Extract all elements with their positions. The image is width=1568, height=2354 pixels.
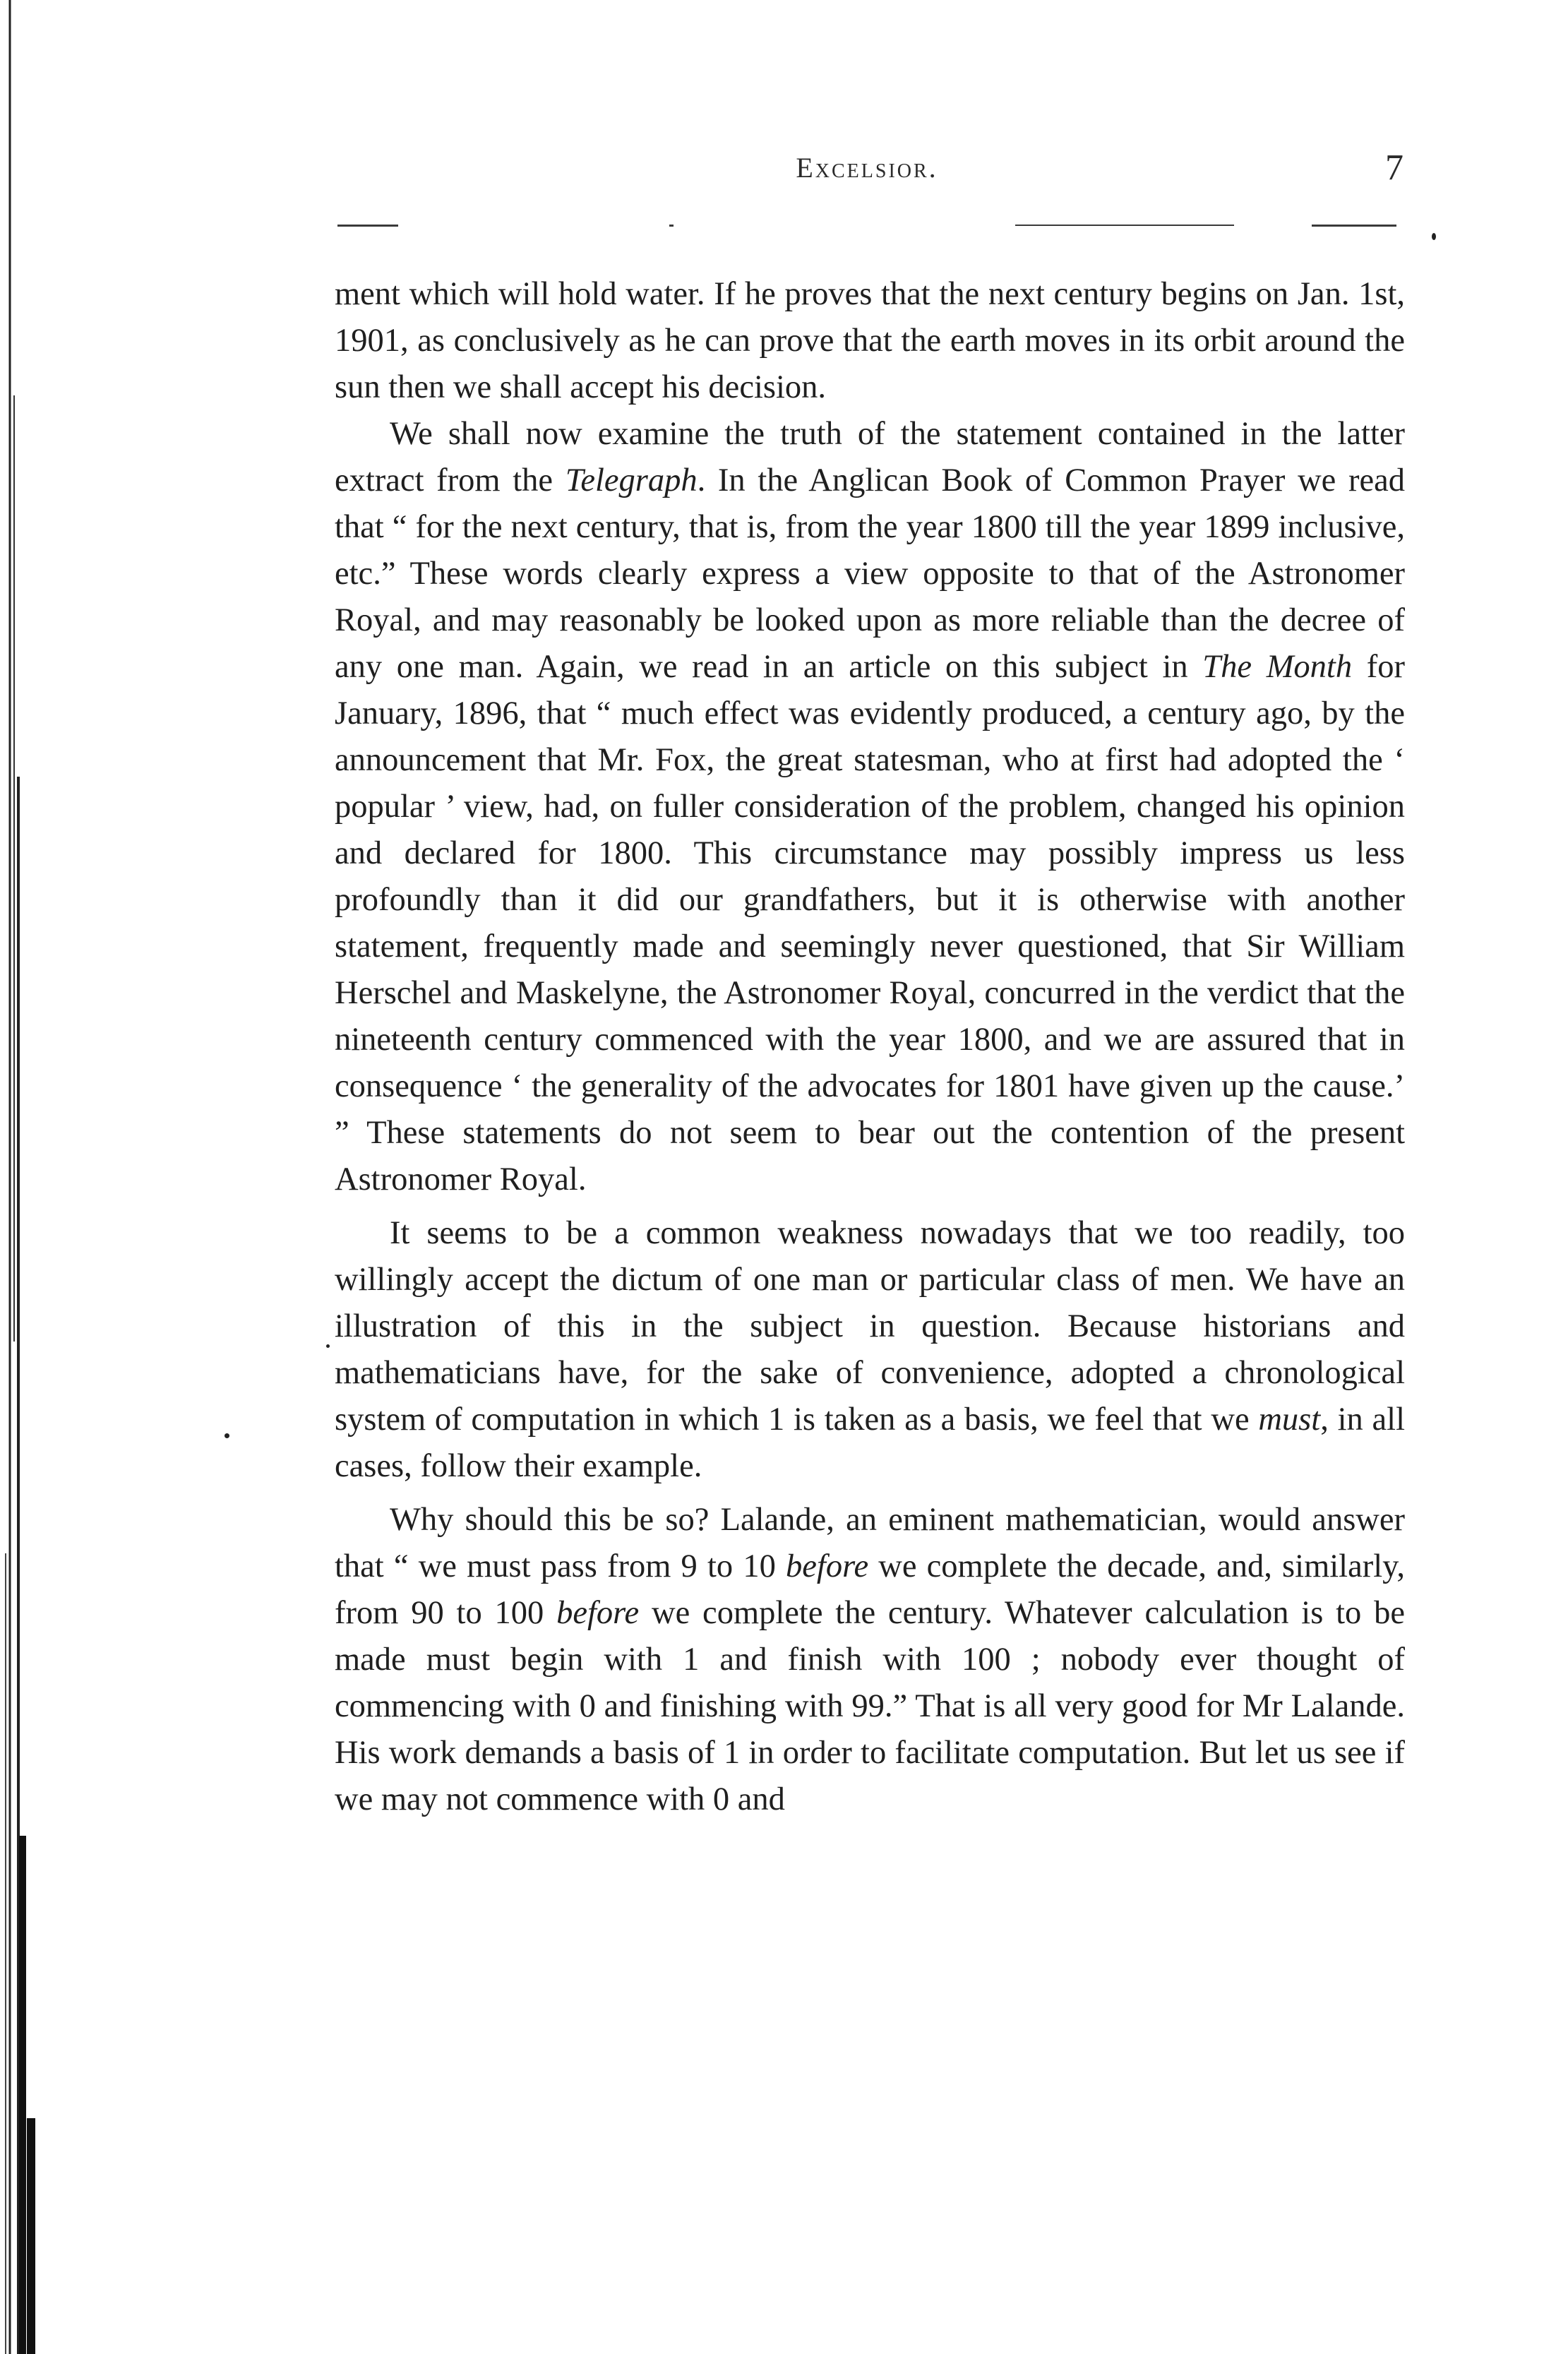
body-text bbox=[335, 271, 1405, 1823]
page-binding-edge bbox=[0, 0, 56, 2354]
paragraph-2 bbox=[335, 411, 1405, 1203]
italic-title: Telegraph bbox=[565, 462, 698, 498]
rule-segment bbox=[1015, 225, 1234, 226]
paragraph-text: for January, 1896, that “ much effect was evidently produced, a century ago, by the announcement that Mr. Fox, the great statesman, who at first had adopted the ‘ popular ’ view, had, on fuller consideration of the problem, changed his opinion and declared for 1800. This circumstance may possibly impress us less profoundly than it did our grandfathers, but it is otherwise with another statement, frequently made and seemingly never questioned, that Sir William Herschel and Maskelyne, the Astronomer Royal, concurred in the verdict that the nineteenth century commenced with the year 1800, and we are assured that in consequence ‘ the generality of the advocates for 1801 have given up the cause.’ ” These statements do not seem to bear out the contention of the present Astronomer Royal. bbox=[335, 649, 1405, 1197]
italic-title: The Month bbox=[1202, 649, 1353, 685]
scan-speck bbox=[1432, 233, 1436, 240]
rule-segment bbox=[669, 225, 674, 227]
italic-emphasis: before bbox=[556, 1595, 640, 1631]
paragraph-text: We shall now examine the truth of the statement contained in the latter extract from the bbox=[335, 416, 1405, 498]
paragraph-1 bbox=[335, 271, 1405, 411]
running-title: Excelsior. bbox=[796, 152, 938, 184]
paragraph-text: It seems to be a common weakness nowadays that we too readily, too willingly accept the dictum of one man or particular class of men. We have an illustration of this in the subject in question. Because historians and mathematicians have, for the sake of convenience, adopted a chronological system of computation in which 1 is taken as a basis, we feel that we bbox=[335, 1215, 1405, 1438]
scan-speck bbox=[326, 1344, 330, 1348]
paragraph-text: we complete the decade, and, similarly, from 90 to 100 bbox=[335, 1548, 1405, 1631]
rule-segment bbox=[1312, 225, 1396, 227]
italic-emphasis: before bbox=[786, 1548, 869, 1584]
scan-speck bbox=[225, 1433, 229, 1438]
paragraph-text: , in all cases, follow their example. bbox=[335, 1402, 1405, 1484]
paragraph-text: ment which will hold water. If he proves that the next century begins on Jan. 1st, 1901, as conclusively as he can prove that the earth moves in its orbit around the sun then we shall accept his decision. bbox=[335, 276, 1405, 405]
paragraph-text: we complete the century. Whatever calculation is to be made must begin with 1 and finish with 100 ; nobody ever thought of commencing with 0 and finishing with 99.” That is all very good for Mr Lalande. His work demands a basis of 1 in order to facilitate computation. But let us see if we may not commence with 0 and bbox=[335, 1595, 1406, 1817]
running-header bbox=[330, 148, 1404, 193]
paragraph-3 bbox=[335, 1210, 1405, 1490]
italic-emphasis: must bbox=[1258, 1402, 1321, 1438]
header-rule bbox=[337, 225, 1425, 232]
page-number: 7 bbox=[1385, 148, 1404, 188]
paragraph-4 bbox=[335, 1497, 1405, 1823]
paragraph-text: Why should this be so? Lalande, an eminent mathematician, would answer that “ we must pass from 9 to 10 bbox=[335, 1502, 1405, 1584]
paragraph-text: . In the Anglican Book of Common Prayer we read that “ for the next century, that is, from the year 1800 till the year 1899 inclusive, etc.” These words clearly express a view opposite to that of the Astronomer Royal, and may reasonably be looked upon as more reliable than the decree of any one man. Again, we read in an article on this subject in bbox=[335, 462, 1405, 685]
rule-segment bbox=[337, 225, 398, 227]
